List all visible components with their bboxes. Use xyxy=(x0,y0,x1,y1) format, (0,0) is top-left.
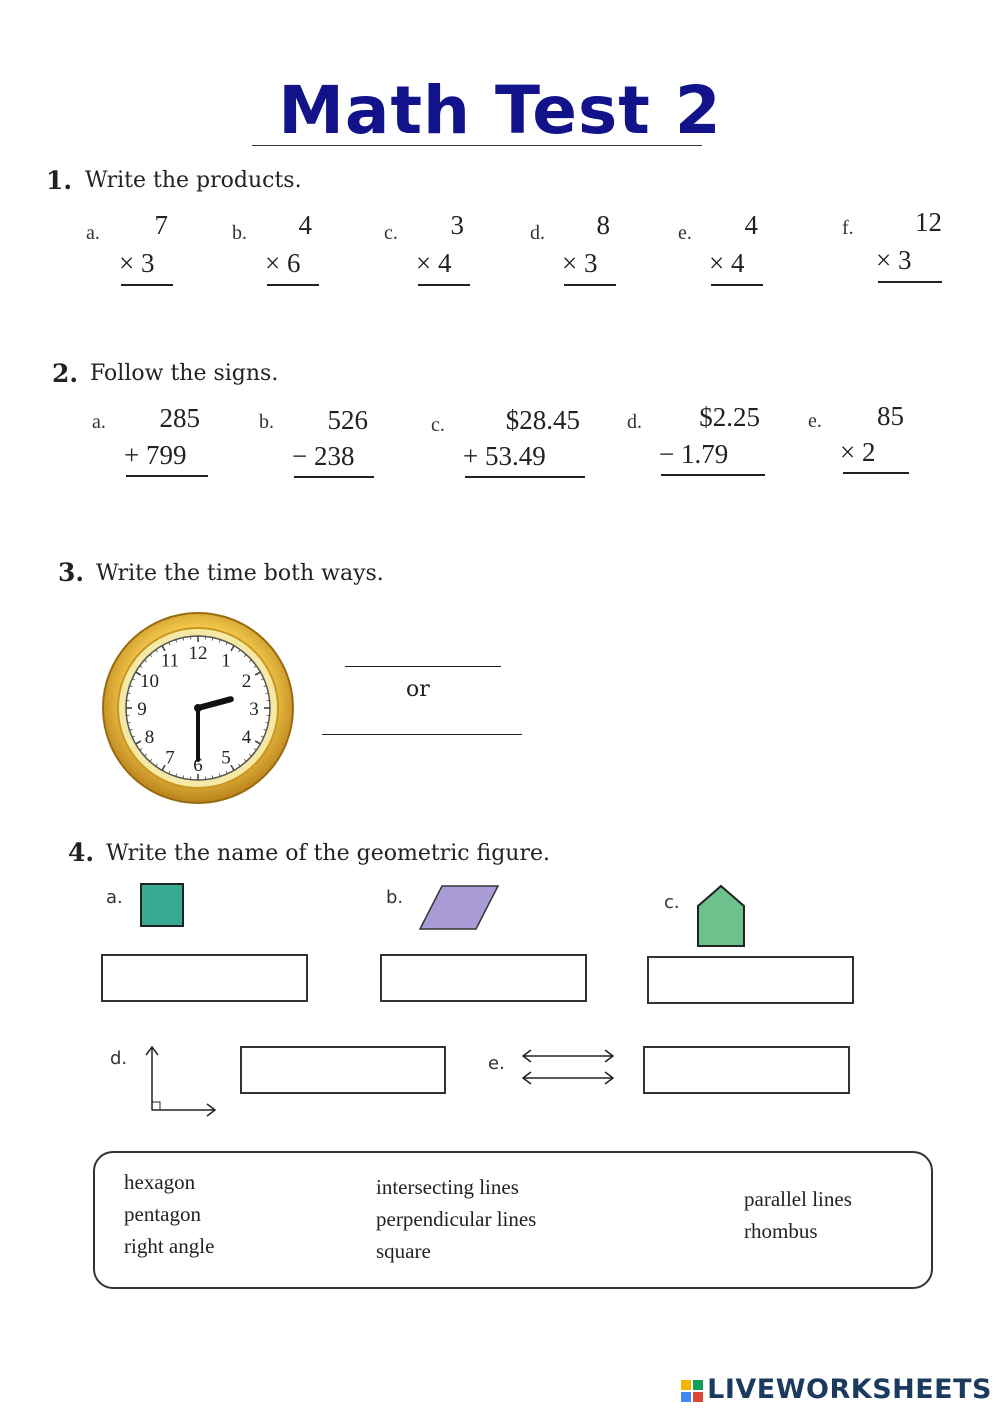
clock-numeral: 1 xyxy=(221,650,231,672)
q2-number: 2. xyxy=(52,359,79,388)
problem-top: 12 xyxy=(915,207,942,237)
problem-label: a. xyxy=(92,411,106,433)
problem-top: 7 xyxy=(154,210,168,240)
answer-line xyxy=(564,284,616,286)
problem-bottom: × 4 xyxy=(709,248,745,278)
problem-bottom: × 6 xyxy=(265,248,301,278)
q1-instruction: Write the products. xyxy=(85,168,302,193)
clock-center xyxy=(194,704,202,712)
clock-numeral: 11 xyxy=(160,650,180,672)
q1-number: 1. xyxy=(46,166,73,195)
problem-top: 526 xyxy=(327,405,368,435)
square-figure xyxy=(140,883,184,927)
problem-label: d. xyxy=(530,222,545,244)
problem-label: e. xyxy=(678,222,692,244)
answer-line xyxy=(465,476,585,478)
q3-instruction: Write the time both ways. xyxy=(96,561,384,586)
answer-line xyxy=(294,476,374,478)
problem-bottom: × 3 xyxy=(876,245,912,275)
problem-top: 8 xyxy=(596,210,610,240)
problem-label: f. xyxy=(842,217,854,239)
problem-top: 4 xyxy=(744,210,758,240)
answer-line xyxy=(121,284,173,286)
problem-top: $2.25 xyxy=(699,402,760,432)
brand-text: LIVEWORKSHEETS xyxy=(707,1374,992,1405)
title-underline xyxy=(252,145,702,146)
word-pentagon: pentagon xyxy=(124,1202,201,1226)
problem-bottom: + 799 xyxy=(124,440,187,470)
answer-line xyxy=(878,281,942,283)
clock-numeral: 3 xyxy=(249,699,259,720)
answer-box-c[interactable] xyxy=(647,956,854,1004)
problem-label: d. xyxy=(627,411,642,433)
word-hexagon: hexagon xyxy=(124,1170,196,1194)
problem-top: 85 xyxy=(877,401,904,431)
word-square: square xyxy=(376,1239,431,1263)
figure-label-a: a. xyxy=(106,887,123,908)
time-answer-line-1[interactable] xyxy=(345,666,501,667)
time-answer-line-2[interactable] xyxy=(322,734,522,735)
answer-line xyxy=(267,284,319,286)
answer-line xyxy=(711,284,763,286)
problem-bottom: × 3 xyxy=(562,248,598,278)
clock-numeral: 12 xyxy=(188,643,208,664)
word-intersecting-lines: intersecting lines xyxy=(376,1175,519,1199)
right-angle-figure xyxy=(140,1042,220,1118)
clock-numeral: 7 xyxy=(165,747,175,769)
answer-box-e[interactable] xyxy=(643,1046,850,1094)
q3-number: 3. xyxy=(58,558,85,587)
problem-bottom: + 53.49 xyxy=(463,441,546,471)
problem-top: 285 xyxy=(159,403,200,433)
problem-label: c. xyxy=(384,222,398,244)
or-text: or xyxy=(406,677,430,702)
clock-numeral: 9 xyxy=(137,699,147,720)
answer-box-b[interactable] xyxy=(380,954,587,1002)
problem-bottom: × 4 xyxy=(416,248,452,278)
clock-numeral: 4 xyxy=(241,727,252,748)
page-title: Math Test 2 xyxy=(278,72,722,149)
liveworksheets-brand xyxy=(681,1374,992,1405)
rhombus-figure xyxy=(418,884,502,932)
problem-bottom: − 1.79 xyxy=(659,439,729,469)
problem-top: 3 xyxy=(450,210,464,240)
figure-label-c: c. xyxy=(664,892,680,913)
word-parallel-lines: parallel lines xyxy=(744,1187,852,1211)
parallel-lines-figure xyxy=(520,1044,616,1088)
problem-label: b. xyxy=(232,222,247,244)
figure-label-e: e. xyxy=(488,1053,505,1074)
figure-label-b: b. xyxy=(386,887,404,908)
q4-number: 4. xyxy=(68,838,95,867)
clock-illustration xyxy=(100,610,296,806)
problem-top: 4 xyxy=(298,210,312,240)
word-right-angle: right angle xyxy=(124,1234,215,1258)
q2-instruction: Follow the signs. xyxy=(90,361,279,386)
clock-numeral: 5 xyxy=(221,747,231,769)
word-bank-column-1 xyxy=(124,1166,214,1262)
problem-bottom: × 2 xyxy=(840,437,876,467)
problem-top: $28.45 xyxy=(505,405,580,435)
answer-box-d[interactable] xyxy=(240,1046,446,1094)
pentagon-figure xyxy=(696,884,746,948)
word-bank-column-3 xyxy=(744,1183,852,1247)
problem-bottom: − 238 xyxy=(292,441,355,471)
word-bank-column-2 xyxy=(376,1171,536,1267)
liveworksheets-logo-icon xyxy=(681,1380,703,1402)
answer-line xyxy=(418,284,470,286)
problem-label: e. xyxy=(808,410,822,432)
word-perpendicular-lines: perpendicular lines xyxy=(376,1207,537,1231)
answer-line xyxy=(126,475,208,477)
clock-numeral: 6 xyxy=(193,755,203,776)
answer-line xyxy=(843,472,909,474)
q4-instruction: Write the name of the geometric figure. xyxy=(106,841,551,866)
answer-box-a[interactable] xyxy=(101,954,308,1002)
clock-numeral: 2 xyxy=(241,671,252,692)
problem-bottom: × 3 xyxy=(119,248,155,278)
answer-line xyxy=(661,474,765,476)
word-rhombus: rhombus xyxy=(744,1219,818,1243)
problem-label: a. xyxy=(86,222,100,244)
clock-numeral: 8 xyxy=(144,727,155,748)
figure-label-d: d. xyxy=(110,1048,128,1069)
problem-label: b. xyxy=(259,411,274,433)
clock-numeral: 10 xyxy=(140,671,160,692)
problem-label: c. xyxy=(431,414,445,436)
